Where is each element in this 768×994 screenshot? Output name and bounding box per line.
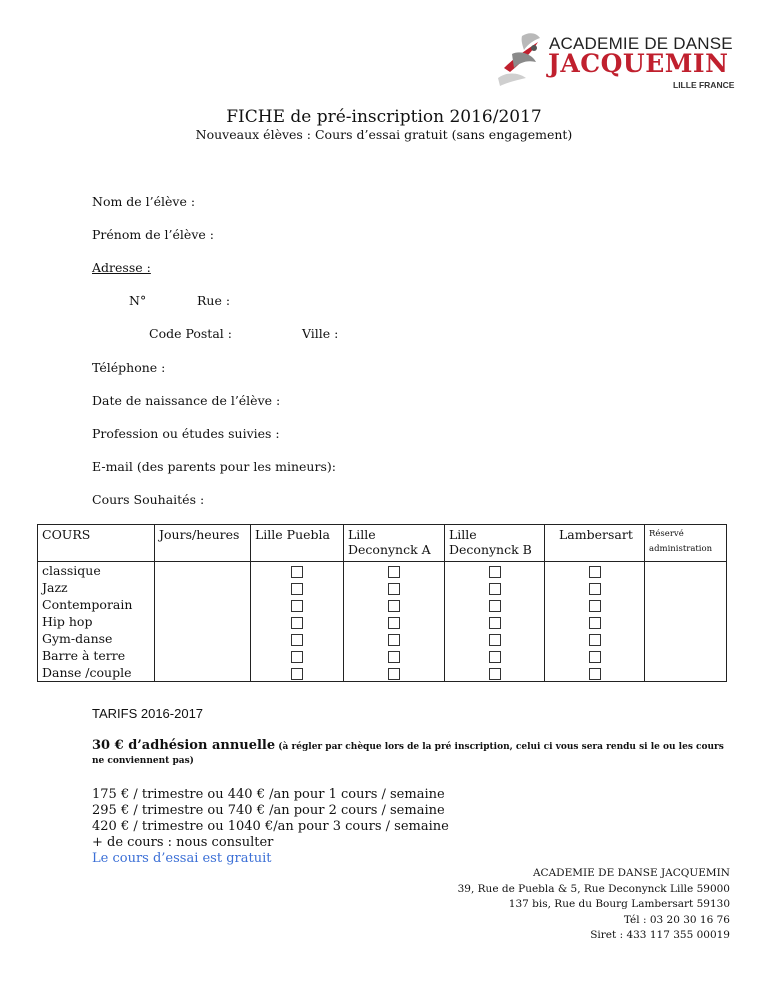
page-subtitle: Nouveaux élèves : Cours d’essai gratuit (sans engagement)	[195, 127, 573, 142]
schedule-cell[interactable]	[155, 647, 251, 664]
checkbox[interactable]	[388, 651, 400, 663]
field-rue: Rue :	[197, 293, 231, 308]
schedule-cell[interactable]	[155, 596, 251, 613]
header-deconynck-b: Lille Deconynck B	[445, 525, 545, 562]
checkbox[interactable]	[291, 668, 303, 680]
tarifs-title: TARIFS 2016-2017	[92, 706, 204, 721]
checkbox[interactable]	[589, 583, 601, 595]
table-row	[38, 647, 727, 664]
field-profession: Profession ou études suivies :	[92, 426, 280, 441]
admin-cell	[645, 647, 727, 664]
price-line: 295 € / trimestre ou 740 € /an pour 2 cours / semaine	[92, 803, 445, 818]
address-siret: Siret : 433 117 355 00019	[590, 929, 730, 941]
checkbox[interactable]	[489, 668, 501, 680]
checkbox[interactable]	[589, 634, 601, 646]
checkbox[interactable]	[291, 583, 303, 595]
admin-cell	[645, 664, 727, 682]
table-row	[38, 579, 727, 596]
table-row	[38, 562, 727, 580]
adhesion-note: (à régler par chèque lors de la pré inscription, celui ci vous sera rendu si le ou les cours ne conviennent pas)	[92, 742, 724, 766]
field-naissance: Date de naissance de l’élève :	[92, 393, 281, 408]
address-name: ACADEMIE DE DANSE JACQUEMIN	[532, 867, 730, 879]
header-deconynck-a: Lille Deconynck A	[344, 525, 445, 562]
admin-cell	[645, 596, 727, 613]
admin-cell	[645, 579, 727, 596]
course-name: Barre à terre	[38, 647, 155, 664]
admin-cell	[645, 613, 727, 630]
price-line: + de cours : nous consulter	[92, 835, 274, 850]
checkbox[interactable]	[589, 668, 601, 680]
checkbox[interactable]	[589, 566, 601, 578]
field-prenom: Prénom de l’élève :	[92, 227, 214, 242]
checkbox[interactable]	[388, 634, 400, 646]
checkbox[interactable]	[489, 617, 501, 629]
table-header-row	[38, 525, 727, 562]
page-title: FICHE de pré-inscription 2016/2017	[226, 107, 542, 127]
checkbox[interactable]	[589, 651, 601, 663]
adhesion-block	[92, 739, 732, 768]
course-name: Danse /couple	[38, 664, 155, 682]
header-lambersart: Lambersart	[545, 525, 645, 562]
admin-cell	[645, 562, 727, 580]
field-adresse: Adresse :	[92, 260, 151, 275]
checkbox[interactable]	[388, 600, 400, 612]
checkbox[interactable]	[291, 617, 303, 629]
price-list	[92, 787, 449, 867]
checkbox[interactable]	[388, 617, 400, 629]
free-trial-note: Le cours d’essai est gratuit	[92, 851, 272, 866]
checkbox[interactable]	[291, 634, 303, 646]
field-telephone: Téléphone :	[92, 360, 166, 375]
course-name: Gym-danse	[38, 630, 155, 647]
checkbox[interactable]	[388, 566, 400, 578]
checkbox[interactable]	[388, 583, 400, 595]
checkbox[interactable]	[489, 600, 501, 612]
field-numero: N°	[129, 293, 147, 308]
dancer-logo-icon	[492, 28, 550, 90]
course-name: classique	[38, 562, 155, 580]
courses-table	[37, 524, 727, 682]
address-line-1: 39, Rue de Puebla & 5, Rue Deconynck Lille 59000	[457, 882, 730, 895]
logo-line-3: LILLE FRANCE	[673, 80, 735, 90]
table-row	[38, 630, 727, 647]
admin-cell	[645, 630, 727, 647]
schedule-cell[interactable]	[155, 613, 251, 630]
table-row	[38, 596, 727, 613]
course-name: Hip hop	[38, 613, 155, 630]
logo-line-2: JACQUEMIN	[548, 49, 729, 78]
table-row	[38, 664, 727, 682]
field-email: E-mail (des parents pour les mineurs):	[92, 459, 336, 474]
header-reserve: Réservé administration	[645, 525, 727, 562]
course-name: Contemporain	[38, 596, 155, 613]
checkbox[interactable]	[388, 668, 400, 680]
checkbox[interactable]	[489, 634, 501, 646]
schedule-cell[interactable]	[155, 579, 251, 596]
checkbox[interactable]	[589, 600, 601, 612]
checkbox[interactable]	[589, 617, 601, 629]
field-cours: Cours Souhaités :	[92, 492, 205, 507]
field-code-postal: Code Postal :	[149, 326, 232, 341]
schedule-cell[interactable]	[155, 562, 251, 580]
academy-logo	[492, 28, 742, 90]
table-row	[38, 613, 727, 630]
adhesion-amount: 30 € d’adhésion annuelle	[92, 738, 276, 753]
checkbox[interactable]	[489, 566, 501, 578]
schedule-cell[interactable]	[155, 630, 251, 647]
header-cours: COURS	[38, 525, 155, 562]
logo-line-1: ACADEMIE DE DANSE	[549, 34, 733, 53]
checkbox[interactable]	[291, 600, 303, 612]
price-line: 175 € / trimestre ou 440 € /an pour 1 cours / semaine	[92, 787, 445, 802]
schedule-cell[interactable]	[155, 664, 251, 682]
address-line-2: 137 bis, Rue du Bourg Lambersart 59130	[508, 898, 730, 910]
price-line: 420 € / trimestre ou 1040 €/an pour 3 cours / semaine	[92, 819, 449, 834]
header-lille-puebla: Lille Puebla	[251, 525, 344, 562]
field-ville: Ville :	[302, 326, 339, 341]
academy-address	[458, 866, 730, 944]
address-phone: Tél : 03 20 30 16 76	[623, 913, 730, 926]
checkbox[interactable]	[291, 651, 303, 663]
checkbox[interactable]	[291, 566, 303, 578]
field-nom: Nom de l’élève :	[92, 194, 196, 209]
checkbox[interactable]	[489, 583, 501, 595]
course-name: Jazz	[38, 579, 155, 596]
checkbox[interactable]	[489, 651, 501, 663]
header-jours: Jours/heures	[155, 525, 251, 562]
